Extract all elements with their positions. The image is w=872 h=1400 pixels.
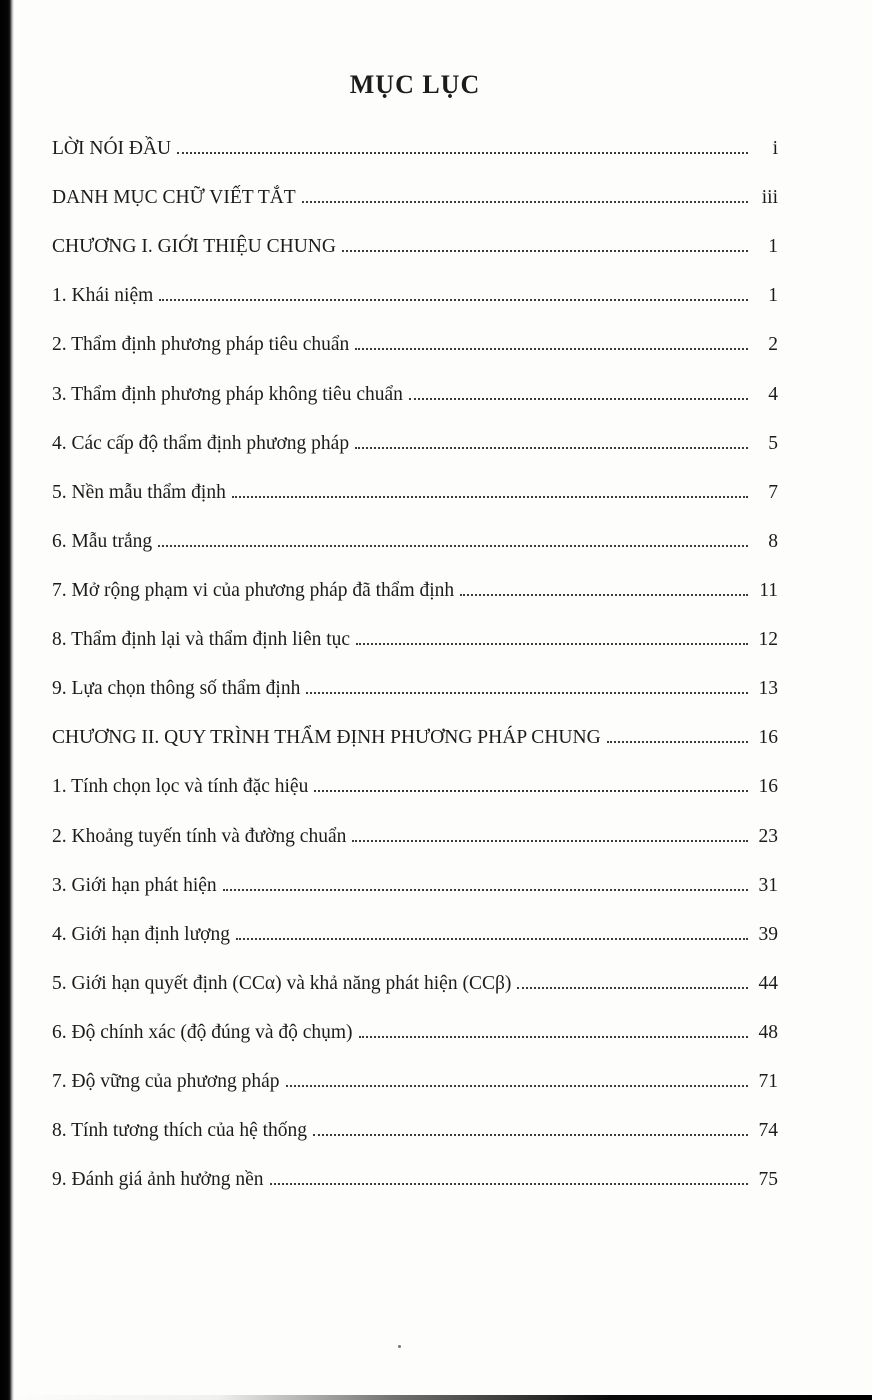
toc-row [52, 973, 778, 996]
dot-leader [342, 246, 748, 252]
toc-entry-page: 23 [758, 825, 778, 847]
toc-entry-page: 44 [758, 972, 778, 994]
toc-entry-label: 6. Độ chính xác (độ đúng và độ chụm) [52, 1021, 353, 1043]
toc-row [52, 433, 778, 456]
toc-row [52, 482, 778, 505]
scan-left-edge [0, 0, 14, 1400]
toc-entry-label: LỜI NÓI ĐẦU [52, 138, 172, 159]
toc-row [52, 1022, 778, 1045]
toc-row [52, 727, 778, 750]
toc-entry-page: 39 [758, 923, 778, 945]
toc-entry-page: 75 [758, 1169, 778, 1191]
toc-row [52, 580, 778, 603]
toc-entry-label: CHƯƠNG I. GIỚI THIỆU CHUNG [52, 236, 336, 258]
dot-leader [236, 934, 748, 940]
toc-entry-label: 4. Các cấp độ thẩm định phương pháp [52, 432, 350, 454]
toc-entry-label: 3. Thẩm định phương pháp không tiêu chuẩn [52, 383, 403, 405]
toc-entry-page: 12 [758, 629, 778, 651]
toc-entry-label: 7. Mở rộng phạm vi của phương pháp đã thẩm định [52, 579, 455, 601]
dot-leader [607, 737, 748, 743]
toc-entry-page: iii [761, 187, 778, 209]
toc-entry-label: 8. Tính tương thích của hệ thống [52, 1120, 308, 1142]
page-title: MỤC LỤC [349, 70, 481, 99]
toc-row [52, 384, 778, 407]
toc-entry-page: 74 [758, 1120, 778, 1142]
toc-row [52, 924, 778, 947]
toc-entry-page: 1 [768, 285, 778, 307]
dot-leader [232, 492, 748, 498]
toc-row [52, 678, 778, 701]
page-content [52, 70, 778, 1218]
toc-list [52, 138, 778, 1192]
toc-entry-label: 4. Giới hạn định lượng [52, 923, 230, 945]
toc-entry-page: 4 [768, 383, 778, 405]
toc-entry-label: 5. Nền mẫu thẩm định [52, 481, 226, 503]
toc-entry-page: 16 [758, 727, 778, 749]
toc-row [52, 875, 778, 898]
toc-entry-page: 13 [758, 678, 778, 700]
toc-entry-page: 1 [768, 236, 778, 258]
toc-entry-page: 16 [758, 776, 778, 798]
toc-entry-label: 5. Giới hạn quyết định (CCα) và khả năng phát hiện (CCβ) [52, 972, 512, 994]
dot-leader [314, 786, 748, 792]
dot-leader [517, 983, 748, 989]
toc-entry-label: 7. Độ vững của phương pháp [52, 1071, 280, 1093]
toc-row [52, 334, 778, 357]
toc-entry-page: 5 [768, 432, 778, 454]
dot-leader [270, 1179, 748, 1185]
dot-leader [313, 1130, 748, 1136]
toc-entry-page: 11 [759, 579, 778, 601]
toc-row [52, 776, 778, 799]
toc-entry-page: 8 [768, 530, 778, 552]
toc-row [52, 187, 778, 210]
dot-leader [159, 295, 748, 301]
dot-leader [302, 197, 748, 203]
toc-entry-page: i [772, 138, 778, 159]
dot-leader [352, 836, 748, 842]
dot-leader [223, 885, 748, 891]
dot-leader [409, 394, 748, 400]
toc-entry-page: 48 [758, 1021, 778, 1043]
dot-leader [355, 443, 748, 449]
toc-row [52, 1120, 778, 1143]
toc-entry-page: 7 [768, 481, 778, 503]
toc-row [52, 531, 778, 554]
scan-speck [398, 1345, 401, 1348]
toc-entry-label: 1. Tính chọn lọc và tính đặc hiệu [52, 776, 309, 798]
toc-entry-label: 2. Thẩm định phương pháp tiêu chuẩn [52, 334, 350, 356]
toc-entry-label: 6. Mẫu trắng [52, 530, 153, 552]
dot-leader [158, 541, 748, 547]
dot-leader [359, 1032, 748, 1038]
dot-leader [355, 344, 748, 350]
dot-leader [460, 590, 748, 596]
toc-entry-page: 2 [768, 334, 778, 356]
toc-entry-label: CHƯƠNG II. QUY TRÌNH THẨM ĐỊNH PHƯƠNG PHÁP CHUNG [52, 727, 601, 749]
dot-leader [286, 1081, 749, 1087]
toc-row [52, 236, 778, 259]
toc-row [52, 1071, 778, 1094]
toc-entry-page: 71 [758, 1071, 778, 1093]
toc-entry-label: 3. Giới hạn phát hiện [52, 874, 217, 896]
toc-entry-label: 9. Đánh giá ảnh hưởng nền [52, 1169, 264, 1191]
toc-entry-label: 9. Lựa chọn thông số thẩm định [52, 678, 301, 700]
toc-entry-label: DANH MỤC CHỮ VIẾT TẮT [52, 187, 296, 209]
toc-row [52, 629, 778, 652]
dot-leader [306, 688, 748, 694]
toc-row [52, 1169, 778, 1192]
toc-entry-page: 31 [758, 874, 778, 896]
toc-entry-label: 8. Thẩm định lại và thẩm định liên tục [52, 629, 351, 651]
toc-entry-label: 2. Khoảng tuyến tính và đường chuẩn [52, 825, 347, 847]
dot-leader [177, 148, 748, 154]
dot-leader [356, 639, 748, 645]
toc-row [52, 826, 778, 849]
toc-row [52, 285, 778, 308]
toc-entry-label: 1. Khái niệm [52, 285, 154, 307]
toc-row [52, 138, 778, 161]
scan-bottom-edge [0, 1395, 872, 1400]
